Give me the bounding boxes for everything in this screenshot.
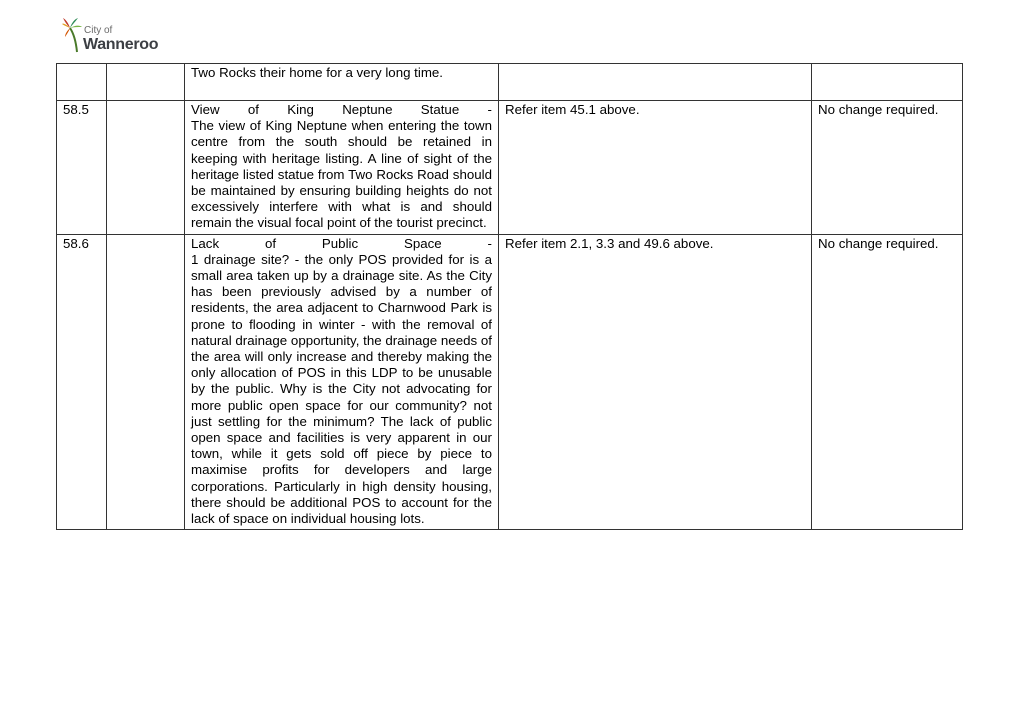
comment-title (191, 236, 492, 252)
title-word: King (287, 102, 314, 117)
title-word: of (247, 102, 259, 117)
title-word: Neptune (342, 102, 393, 117)
submissions-table (56, 63, 963, 530)
title-word: of (264, 235, 277, 251)
logo-city-text: City of (84, 25, 113, 36)
comment-cell: Two Rocks their home for a very long time. (185, 64, 499, 101)
title-word: Lack (191, 235, 220, 251)
table-row (57, 234, 963, 530)
item-id-cell (57, 64, 107, 101)
table-row (57, 64, 963, 101)
blank-cell (107, 234, 185, 530)
blank-cell (107, 64, 185, 101)
title-word: Statue (420, 102, 460, 117)
comment-cell (185, 101, 499, 235)
action-cell: No change required. (812, 234, 963, 530)
title-word: - (487, 235, 492, 251)
title-word: Space (403, 235, 442, 251)
city-logo (62, 14, 172, 56)
comment-title (191, 102, 492, 118)
title-word: - (487, 102, 492, 117)
comment-text: The view of King Neptune when entering the town centre from the south should be retained in keeping with heritage listing. A line of sight of the heritage listed statue from Two Rocks Road should be maintained by ensuring building heights do not excessively interfere with what is and should remain the visual focal point of the tourist precinct. (191, 118, 492, 231)
logo-name-text: Wanneroo (83, 36, 159, 53)
blank-cell (107, 101, 185, 235)
title-word: Public (321, 235, 359, 251)
action-cell (812, 64, 963, 101)
comment-cell (185, 234, 499, 530)
action-cell: No change required. (812, 101, 963, 235)
item-id-cell: 58.6 (57, 234, 107, 530)
response-cell (499, 64, 812, 101)
title-word: View (191, 102, 220, 117)
comment-text: 1 drainage site? - the only POS provided for is a small area taken up by a drainage site. As the City has been previously advised by a number of residents, the area adjacent to Charnwood Park is prone to flooding in winter - with the removal of natural drainage opportunity, the drainage needs of the area will only increase and thereby making the only allocation of POS in this LDP to be unusable by the public. Why is the City not advocating for more public open space for our community? not just settling for the minimum? The lack of public open space and facilities is very apparent in our town, while it gets sold off piece by piece to maximise profits for developers and large corporations. Particularly in high density housing, there should be additional POS to account for the lack of space on individual housing lots. (191, 251, 492, 527)
response-cell: Refer item 45.1 above. (499, 101, 812, 235)
table-row (57, 101, 963, 235)
response-cell: Refer item 2.1, 3.3 and 49.6 above. (499, 234, 812, 530)
item-id-cell: 58.5 (57, 101, 107, 235)
